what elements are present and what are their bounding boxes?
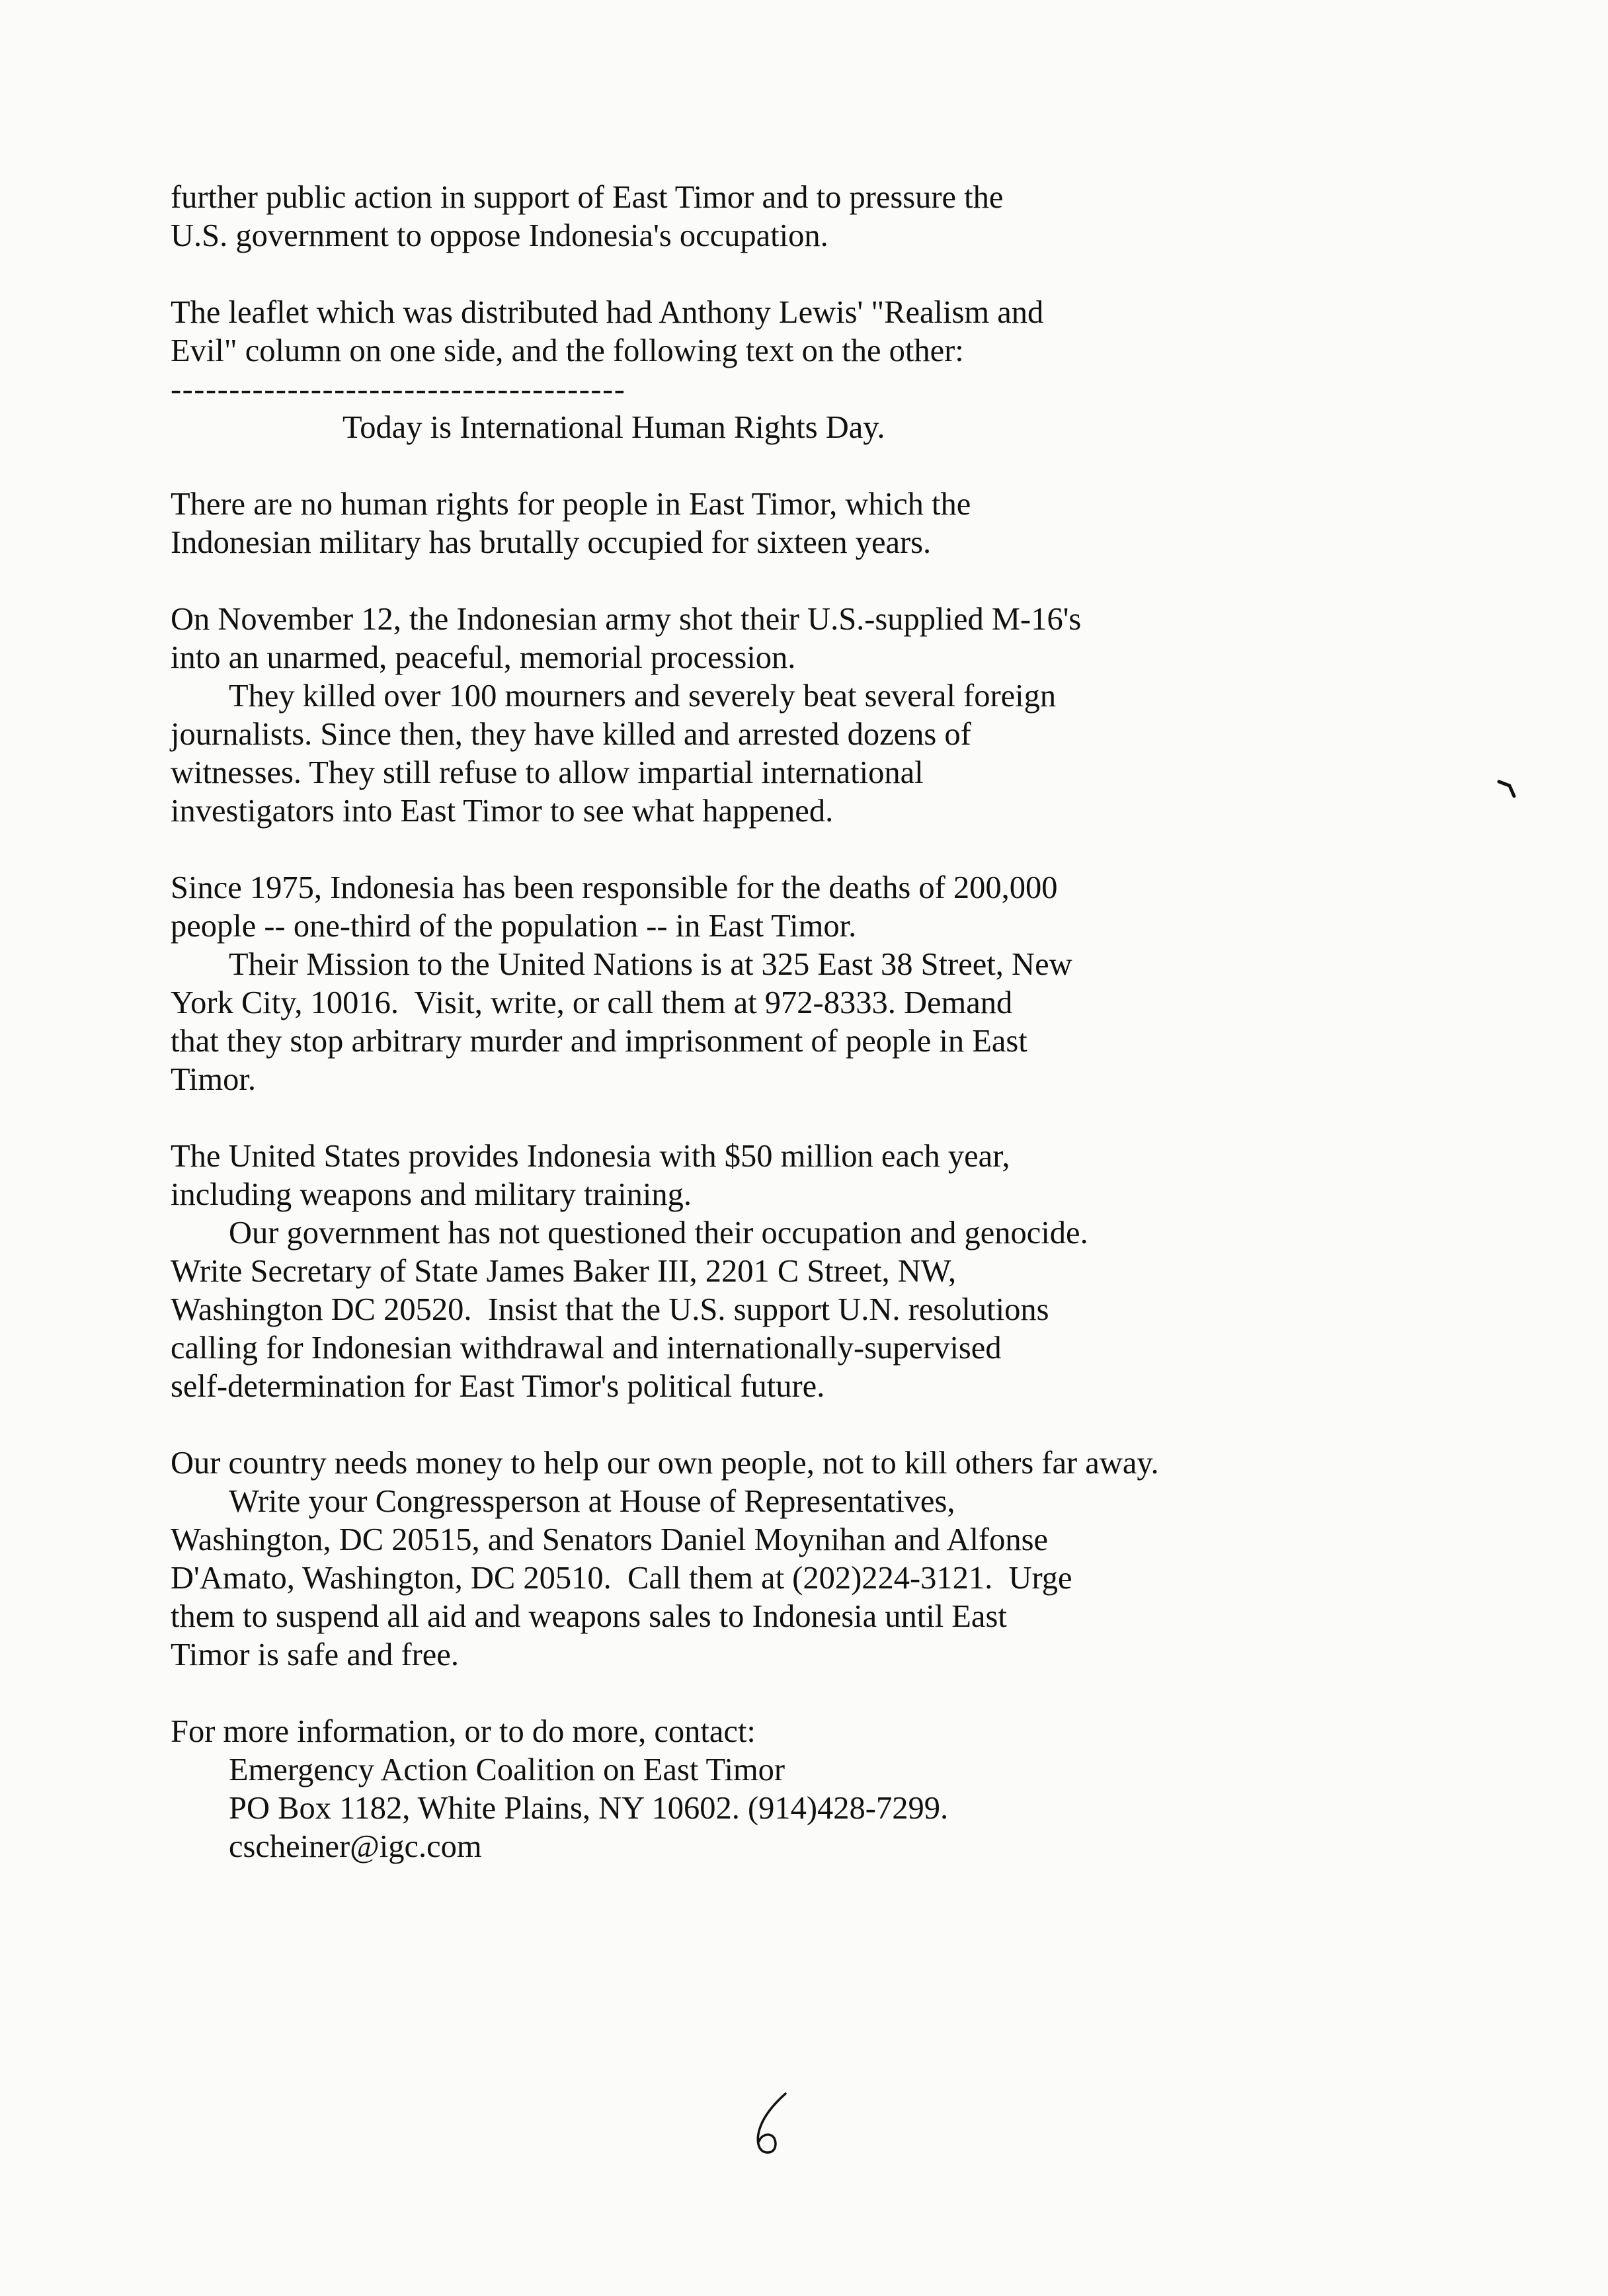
intro-line: further public action in support of East Timor and to pressure the [171, 180, 1004, 215]
paragraph-line: There are no human rights for people in East Timor, which the [171, 487, 971, 522]
dashed-divider: --------------------------------------- [171, 372, 626, 407]
paragraph-line: witnesses. They still refuse to allow impartial international [171, 755, 924, 790]
paragraph-line: D'Amato, Washington, DC 20510. Call them at (202)224-3121. Urge [171, 1561, 1072, 1596]
leaflet-description-line: Evil" column on one side, and the following text on the other: [171, 333, 964, 368]
paragraph-line: investigators into East Timor to see what happened. [171, 794, 834, 829]
paragraph-gap [171, 255, 1427, 294]
paragraph-line: calling for Indonesian withdrawal and internationally-supervised [171, 1331, 1002, 1366]
paragraph-line: including weapons and military training. [171, 1177, 692, 1212]
paragraph-line: Write your Congressperson at House of Representatives, [229, 1484, 955, 1519]
contact-heading: For more information, or to do more, contact: [171, 1714, 756, 1749]
paragraph-line: Our country needs money to help our own people, not to kill others far away. [171, 1446, 1159, 1481]
paragraph-line: into an unarmed, peaceful, memorial procession. [171, 640, 796, 675]
paragraph-line: They killed over 100 mourners and severely beat several foreign [229, 678, 1057, 714]
contact-organization: Emergency Action Coalition on East Timor [229, 1752, 785, 1787]
paragraph-line: On November 12, the Indonesian army shot their U.S.-supplied M-16's [171, 602, 1082, 637]
paragraph-line: York City, 10016. Visit, write, or call them at 972-8333. Demand [171, 985, 1013, 1020]
leaflet-description-line: The leaflet which was distributed had Anthony Lewis' "Realism and [171, 295, 1044, 330]
handwritten-page-number [739, 2088, 792, 2161]
paragraph-gap [171, 1674, 1427, 1713]
page-number-six-stroke [758, 2094, 785, 2152]
stray-ink-mark [1497, 778, 1523, 811]
paragraph-line: journalists. Since then, they have killed and arrested dozens of [171, 717, 971, 752]
paragraph-gap [171, 562, 1427, 600]
paragraph-line: The United States provides Indonesia with $50 million each year, [171, 1139, 1010, 1174]
paragraph-gap [171, 831, 1427, 869]
paragraph-line: Timor. [171, 1062, 256, 1097]
paragraph-line: Write Secretary of State James Baker III, 2201 C Street, NW, [171, 1254, 957, 1289]
paragraph-line: Timor is safe and free. [171, 1637, 459, 1672]
paragraph-line: them to suspend all aid and weapons sales to Indonesia until East [171, 1599, 1007, 1634]
paragraph-gap [171, 447, 1427, 485]
paragraph-line: Washington, DC 20515, and Senators Daniel Moynihan and Alfonse [171, 1522, 1048, 1557]
paragraph-line: Indonesian military has brutally occupied for sixteen years. [171, 525, 932, 560]
paragraph-gap [171, 1099, 1427, 1137]
paragraph-line: people -- one-third of the population -- in East Timor. [171, 909, 857, 944]
intro-line: U.S. government to oppose Indonesia's occupation. [171, 218, 828, 253]
contact-address: PO Box 1182, White Plains, NY 10602. (914)428-7299. [229, 1791, 949, 1826]
paragraph-gap [171, 1406, 1427, 1444]
paragraph-line: self-determination for East Timor's political future. [171, 1369, 825, 1404]
leaflet-heading: Today is International Human Rights Day. [342, 410, 885, 445]
contact-email: cscheiner@igc.com [229, 1829, 482, 1864]
paragraph-line: that they stop arbitrary murder and imprisonment of people in East [171, 1024, 1027, 1059]
paragraph-line: Washington DC 20520. Insist that the U.S. support U.N. resolutions [171, 1292, 1049, 1327]
paragraph-line: Since 1975, Indonesia has been responsible for the deaths of 200,000 [171, 870, 1058, 905]
leaflet-text [171, 179, 1427, 1866]
paragraph-line: Their Mission to the United Nations is at 325 East 38 Street, New [229, 947, 1072, 982]
paragraph-line: Our government has not questioned their occupation and genocide. [229, 1215, 1088, 1250]
stray-ink-stroke [1499, 782, 1514, 796]
